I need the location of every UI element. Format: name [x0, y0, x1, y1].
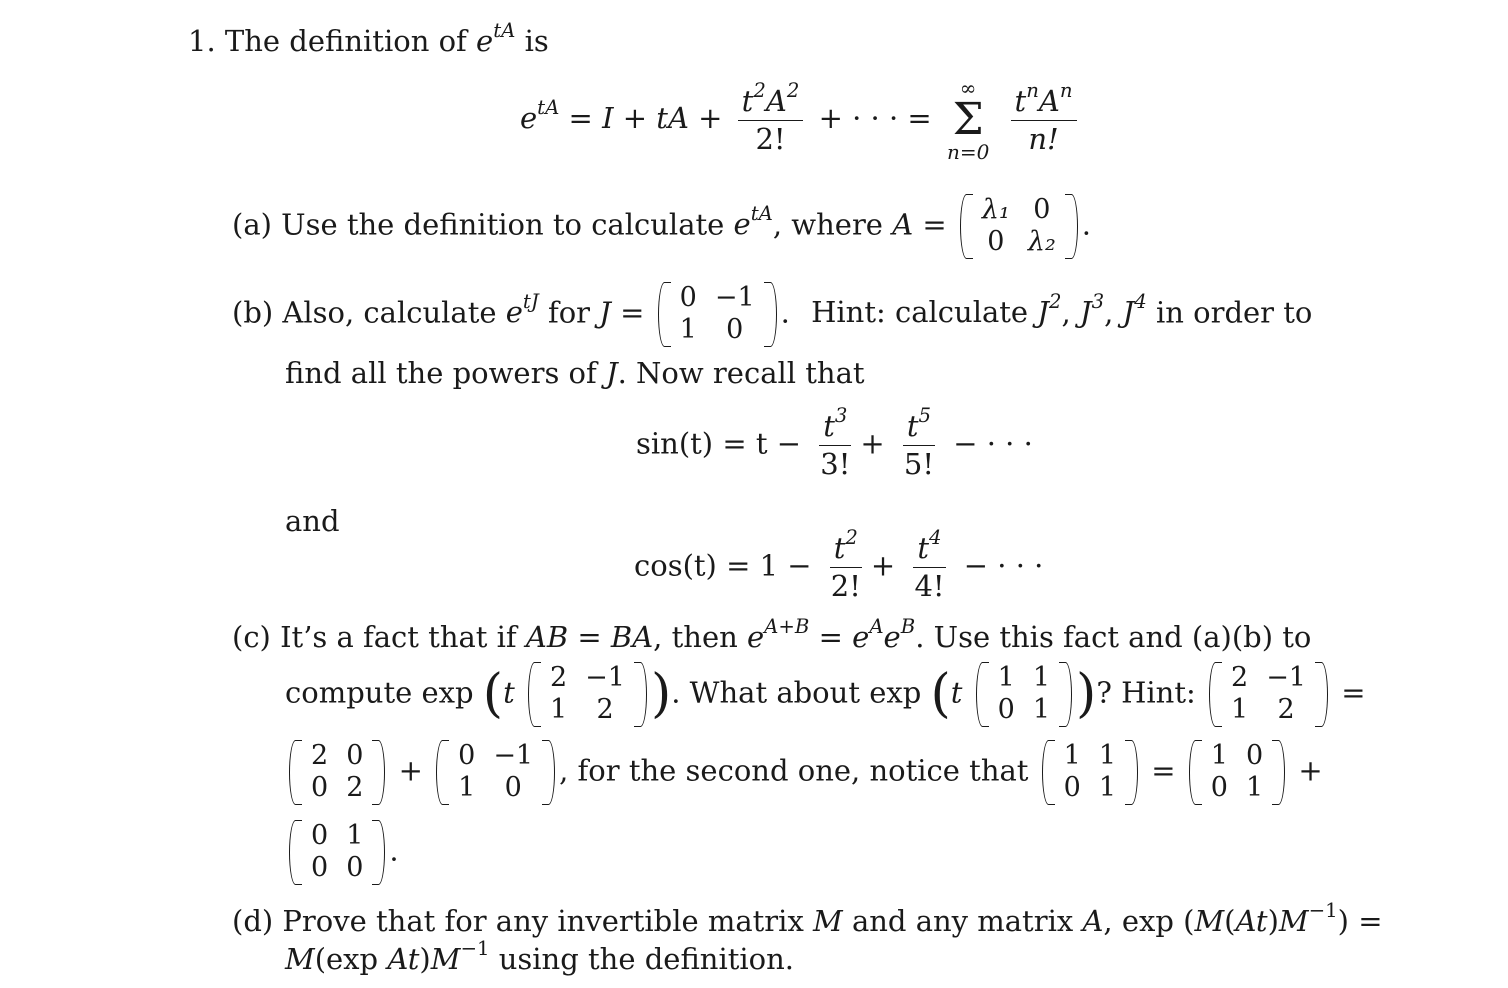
fraction-t2a2: $\frac{t^2A^2}{2!}$	[738, 87, 804, 154]
fraction-tnan: $\frac{t^nA^n}{n!}$	[1011, 87, 1077, 154]
part-a: (a) Use the definition to calculate $e^{tA}$, where A = λ₁ 0 0 λ₂ .	[232, 194, 1091, 258]
problem-header: 1. The definition of $e^{tA}$ is	[188, 18, 549, 58]
part-b-line2: find all the powers of J. Now recall that	[285, 356, 865, 390]
part-d-line2: M(exp $At)M^{-1}$ using the definition.	[285, 936, 795, 976]
part-c: (c) It’s a fact that if AB = BA, then $e^{A+B} = e^Ae^B$. Use this fact and (a)(b) to	[232, 614, 1312, 654]
definition-equation: $e^{tA} = I$ + tA + $\frac{t^2A^2}{2!}$ + · · · = ∞ Σ n=0 $\frac{t^nA^n}{n!}$	[520, 78, 1083, 162]
matrix-c1: 2 −1 1 2	[528, 662, 647, 727]
matrix-a: λ₁ 0 0 λ₂	[960, 194, 1078, 259]
and-word: and	[285, 504, 340, 538]
part-d: (d) Prove that for any invertible matrix M and any matrix A, $\exp (M(At)M^{-1})$ =	[232, 898, 1383, 938]
sin-series: sin(t) = t − $\frac{t^3}{3!}$ + $\frac{t^5}{5!}$ − · · ·	[636, 403, 1033, 481]
matrix-j: 0 −1 1 0	[658, 282, 777, 347]
matrix-diag: 2 0 0 2	[289, 740, 385, 805]
part-c-line4: 0 1 0 0 .	[285, 820, 399, 885]
matrix-nilpotent: 0 1 0 0	[289, 820, 385, 885]
matrix-c2b: 1 1 0 1	[1042, 740, 1138, 805]
matrix-c-hint: 2 −1 1 2	[1209, 662, 1328, 727]
cos-series: cos(t) = 1 − $\frac{t^2}{2!}$ + $\frac{t^4}{4!}$ − · · ·	[634, 525, 1044, 603]
matrix-identity: 1 0 0 1	[1189, 740, 1285, 805]
part-b: (b) Also, calculate $e^{tJ}$ for J = 0 −1 1 0 . Hint: calculate $J^2$, $J^3$, $J^4$ in order to	[232, 282, 1313, 346]
matrix-rot: 0 −1 1 0	[436, 740, 555, 805]
matrix-c2: 1 1 0 1	[976, 662, 1072, 727]
summation: ∞ Σ n=0	[946, 76, 990, 164]
part-c-line3: 2 0 0 2 + 0 −1 1 0 , for the second one, notice that 1 1 0 1 = 1 0 0 1 +	[285, 740, 1323, 805]
part-c-line2: compute exp (t 2 −1 1 2 ). What about exp (t 1 1 0 1 )? Hint: 2 −1 1 2 =	[285, 662, 1366, 726]
